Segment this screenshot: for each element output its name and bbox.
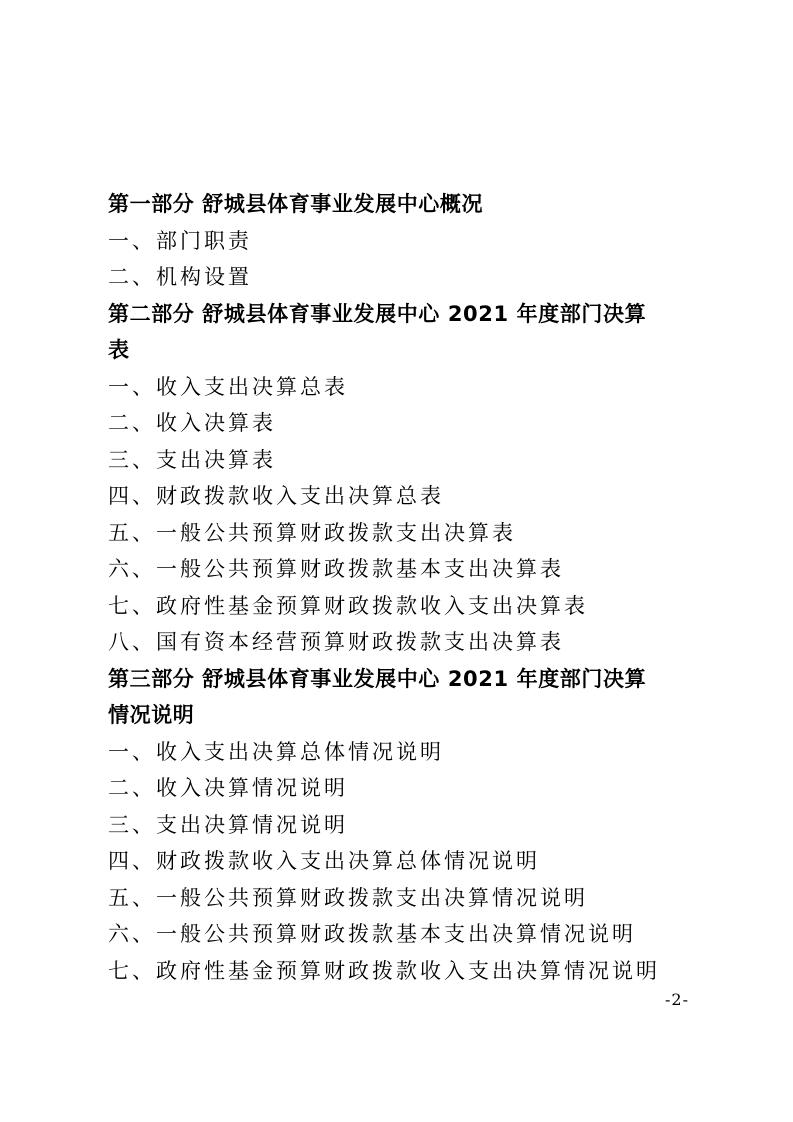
part-3-heading-line-1: 第三部分 舒城县体育事业发展中心 2021 年度部门决算	[108, 666, 647, 691]
part-1-item-2: 二、机构设置	[108, 265, 252, 289]
part-2-item-4: 四、财政拨款收入支出决算总表	[108, 484, 444, 508]
part-2-item-1: 一、收入支出决算总表	[108, 374, 348, 399]
part-3-item-7: 七、政府性基金预算财政拨款收入支出决算情况说明	[108, 958, 660, 983]
part-3-heading-line-2: 情况说明	[108, 703, 195, 727]
part-3-item-1: 一、收入支出决算总体情况说明	[108, 739, 444, 764]
part-3-item-5: 五、一般公共预算财政拨款支出决算情况说明	[108, 885, 588, 910]
part-2-heading-line-2: 表	[108, 338, 130, 362]
part-2-item-2: 二、收入决算表	[108, 411, 276, 435]
part-3-item-2: 二、收入决算情况说明	[108, 776, 348, 800]
part-3-item-6: 六、一般公共预算财政拨款基本支出决算情况说明	[108, 922, 636, 946]
table-of-contents	[108, 186, 708, 989]
part-1-item-1: 一、部门职责	[108, 228, 252, 253]
part-1-heading: 第一部分 舒城县体育事业发展中心概况	[108, 192, 484, 216]
part-2-item-3: 三、支出决算表	[108, 447, 276, 472]
part-2-item-7: 七、政府性基金预算财政拨款收入支出决算表	[108, 593, 588, 618]
part-3-item-3: 三、支出决算情况说明	[108, 812, 348, 837]
page-number: -2-	[665, 990, 689, 1009]
part-2-item-6: 六、一般公共预算财政拨款基本支出决算表	[108, 557, 564, 581]
part-2-heading-line-1: 第二部分 舒城县体育事业发展中心 2021 年度部门决算	[108, 301, 647, 326]
part-2-item-5: 五、一般公共预算财政拨款支出决算表	[108, 520, 516, 545]
part-2-item-8: 八、国有资本经营预算财政拨款支出决算表	[108, 630, 564, 654]
part-3-item-4: 四、财政拨款收入支出决算总体情况说明	[108, 849, 540, 873]
